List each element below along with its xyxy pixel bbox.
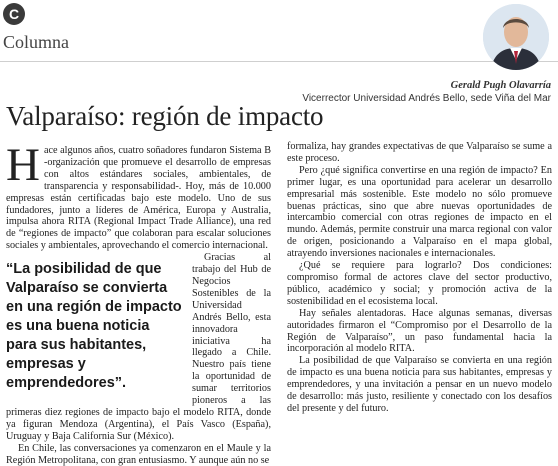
author-role: Vicerrector Universidad Andrés Bello, sede Viña del Mar	[302, 93, 551, 104]
section-badge	[3, 3, 25, 25]
paragraph: La posibilidad de que Valparaíso se convierta en una región de impacto es una buena noticia para sus habitantes, empresas y emprendedores, y una invitación a pensar en un nuevo modelo de desarrollo: más justo, resiliente y conectado con los desafíos del presente y del futuro.	[287, 355, 552, 414]
paragraph: ¿Qué se requiere para lograrlo? Dos condiciones: compromiso formal de actores clave del sector productivo, público, académico y social; y promoción activa de la sostenibilidad en el ecosistema local.	[287, 260, 552, 307]
pull-quote: “La posibilidad de que Valparaíso se convierta en una región de impacto es una buena noticia para sus habitantes, empresas y emprendedores”.	[6, 261, 182, 392]
article-title: Valparaíso: región de impacto	[6, 101, 324, 131]
author-avatar	[483, 4, 549, 70]
header-divider	[0, 61, 558, 62]
paragraph-text: ace algunos años, cuatro soñadores fundaron Sistema B -organización que promueve el desarrollo de empresas con altos estándares sociales, ambientales, de transparencia y responsabilidad-. Hoy, más de 10.000 empresas están certificadas bajo este modelo. Uno de sus fundadores, junto a líderes de América, Europa y Australia, impulsa ahora RITA (Regional Impact Trade Alliance), una red de “regiones de impacto” que colaboran para escalar soluciones sociales y ambientales, aprovechando el comercio internacional.	[6, 145, 271, 252]
paragraph	[6, 139, 271, 252]
article-column-2	[287, 141, 552, 415]
paragraph: Pero ¿qué significa convertirse en una región de impacto? En primer lugar, es una oportunidad para acelerar un desarrollo empresarial más sostenible. Este modelo no sólo promueve buenas prácticas, sino que abre nuevas oportunidades de intercambio comercial con otras regiones de impacto en el mundo. Además, permite construir una marca regional con valor de origen, posicionando a Valparaíso en el mapa global, atrayendo inversiones nacionales e internacionales.	[287, 164, 552, 260]
article-column-1	[6, 139, 271, 466]
section-badge-letter: C	[8, 6, 20, 22]
drop-cap: H	[6, 139, 40, 191]
author-portrait-image	[483, 4, 549, 70]
section-label: Columna	[3, 32, 69, 52]
paragraph: formaliza, hay grandes expectativas de que Valparaíso se sume a este proceso.	[287, 141, 552, 164]
paragraph: En Chile, las conversaciones ya comenzaron en el Maule y la Región Metropolitana, con gran entusiasmo. Y aunque aún no se	[6, 442, 271, 466]
author-name: Gerald Pugh Olavarría	[450, 80, 551, 91]
paragraph: Gracias al trabajo del Hub de Negocios Sostenibles de la Universidad Andrés Bello, esta innovadora iniciativa ha llegado a Chile. Nuestro país tiene la oportunidad de sumar territorios pioneros a las primeras diez regiones de impacto bajo el modelo RITA, donde ya figuran Mendoza (Argentina), el País Vasco (España), Uruguay y Baja California Sur (México).	[6, 252, 271, 442]
paragraph: Hay señales alentadoras. Hace algunas semanas, diversas autoridades firmaron el “Compromiso por el Desarrollo de la Región de Valparaíso”, un paso fundamental hacia la incorporación al modelo RITA.	[287, 307, 552, 355]
